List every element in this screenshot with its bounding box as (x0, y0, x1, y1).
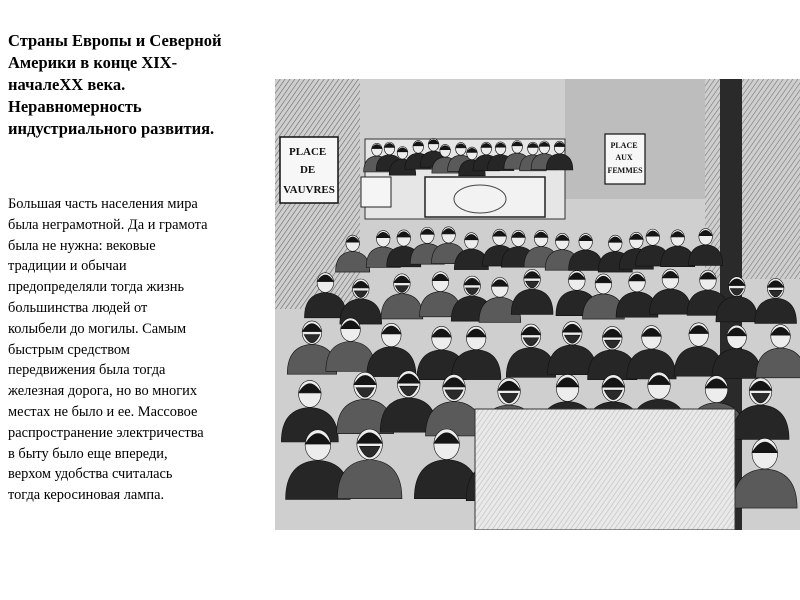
right-sign-line2: AUX (615, 153, 633, 162)
left-street-sign (280, 137, 338, 203)
slide-title: Страны Европы и Северной Америки в конце XIX- началеXX века. Неравномерность индустриального развития. (8, 31, 222, 138)
slide-body-text: Большая часть населения мира была неграмотной. Да и грамота была не нужна: вековые традиции и обычаи предопределяли тогда жизнь большинства людей от колыбели до могилы. Самым быстрым средством передвижения была тогда железная дорога, но во многих местах не было и ее. Массовое распространение электричества в быту было еще впереди, верхом удобства считалась тогда керосиновая лампа. (8, 196, 208, 504)
left-sign-line2: DE (299, 164, 316, 176)
left-sign-line3: VAUVRES (283, 184, 335, 196)
engraving-illustration (275, 79, 800, 530)
right-sign-line1: PLACE (610, 141, 638, 150)
left-sign-line1: PLACE (288, 146, 327, 158)
right-sign-line3: FEMMES (607, 166, 643, 175)
right-street-sign (605, 134, 645, 184)
crowd-meeting-engraving (275, 79, 800, 530)
